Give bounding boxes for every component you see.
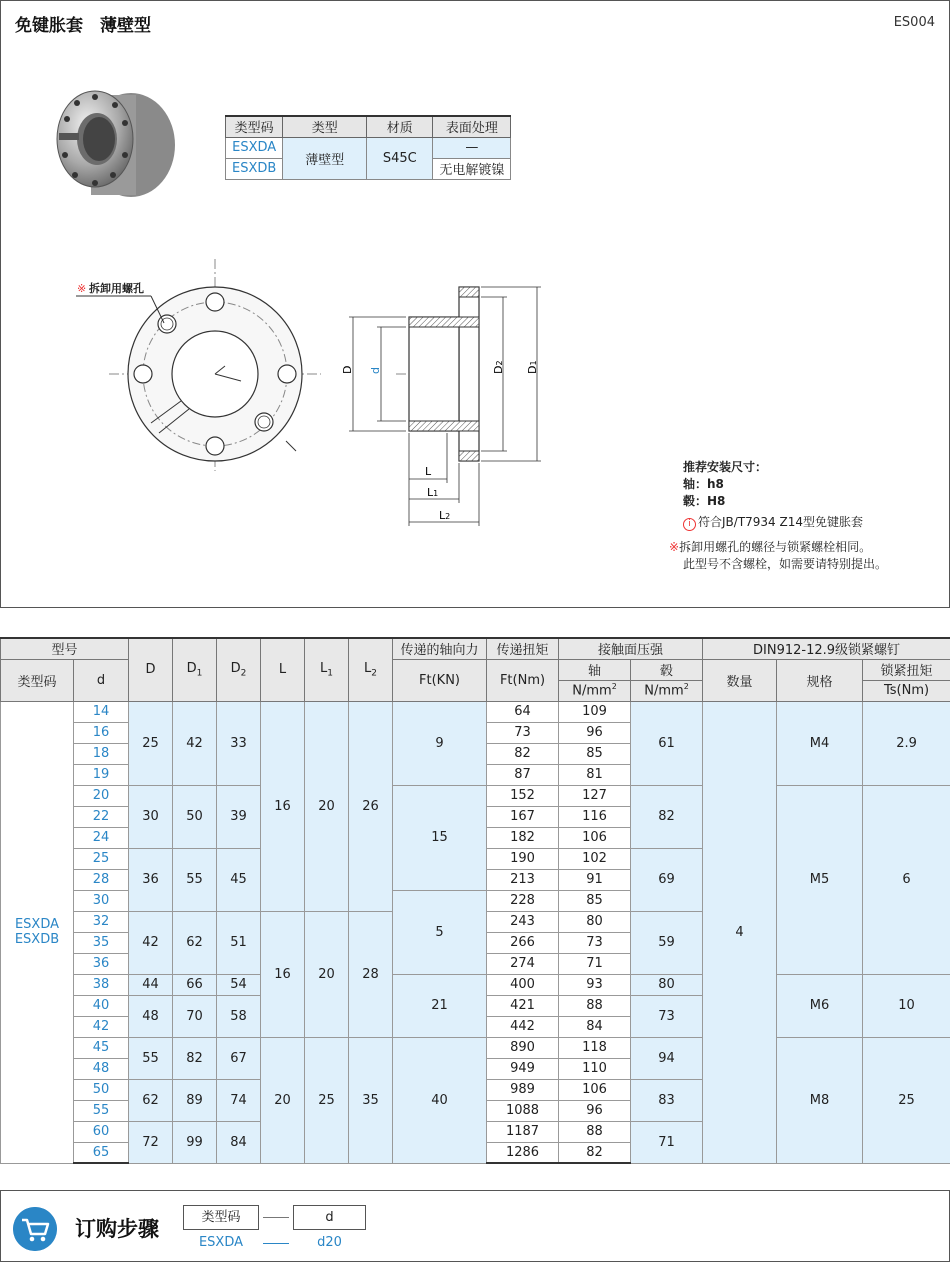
D1-cell: 55 <box>173 848 217 911</box>
d-cell: 18 <box>74 743 129 764</box>
torque-cell: 266 <box>487 932 559 953</box>
header-torque: 传递扭矩 <box>487 638 559 659</box>
torque-cell: 989 <box>487 1079 559 1100</box>
shaft-pressure-cell: 85 <box>559 743 631 764</box>
spec-header: 类型码 <box>226 116 283 137</box>
spec-material: S45C <box>367 137 433 179</box>
shaft-pressure-cell: 102 <box>559 848 631 869</box>
shaft-pressure-cell: 109 <box>559 701 631 722</box>
bolt-torque-cell: 10 <box>863 974 950 1037</box>
header-shaft: 轴 <box>559 659 631 680</box>
spec-header: 材质 <box>367 116 433 137</box>
torque-cell: 274 <box>487 953 559 974</box>
D2-cell: 54 <box>217 974 261 995</box>
torque-cell: 152 <box>487 785 559 806</box>
header-spec: 规格 <box>777 659 863 701</box>
header-model: 型号 <box>1 638 129 659</box>
spec-surface: — <box>433 137 511 158</box>
L1-cell: 20 <box>305 911 349 1037</box>
table-row <box>1 785 950 806</box>
table-row <box>1 1037 950 1058</box>
shaft-pressure-cell: 81 <box>559 764 631 785</box>
D2-cell: 51 <box>217 911 261 974</box>
D2-cell: 67 <box>217 1037 261 1079</box>
L2-cell: 28 <box>349 911 393 1037</box>
D-cell: 36 <box>129 848 173 911</box>
install-shaft: 轴：h8 <box>683 477 724 491</box>
d-cell: 50 <box>74 1079 129 1100</box>
standard-note: i 符合JB/T7934 Z14型免键胀套 <box>683 514 863 531</box>
shaft-pressure-cell: 84 <box>559 1016 631 1037</box>
page-title: 免键胀套 薄壁型 <box>15 16 151 36</box>
shaft-pressure-cell: 88 <box>559 995 631 1016</box>
torque-cell: 1187 <box>487 1121 559 1142</box>
torque-cell: 167 <box>487 806 559 827</box>
mark-symbol: ※ <box>77 282 87 295</box>
torque-cell: 949 <box>487 1058 559 1079</box>
d-cell: 14 <box>74 701 129 722</box>
D-cell: 42 <box>129 911 173 974</box>
d-cell: 19 <box>74 764 129 785</box>
dim-D1: D1 <box>526 360 539 374</box>
shaft-pressure-cell: 118 <box>559 1037 631 1058</box>
D1-cell: 89 <box>173 1079 217 1121</box>
torque-cell: 890 <box>487 1037 559 1058</box>
header-force-unit: Ft(KN) <box>393 659 487 701</box>
shaft-pressure-cell: 96 <box>559 722 631 743</box>
order-example-d: d20 <box>317 1235 342 1250</box>
spec-type: 薄壁型 <box>283 137 367 179</box>
D1-cell: 70 <box>173 995 217 1037</box>
product-photo <box>51 83 179 203</box>
cart-icon <box>13 1207 57 1251</box>
spec-header: 类型 <box>283 116 367 137</box>
header-torque-unit: Ft(Nm) <box>487 659 559 701</box>
torque-cell: 213 <box>487 869 559 890</box>
type-code-a: ESXDA <box>14 917 60 932</box>
L-cell: 20 <box>261 1037 305 1163</box>
spec-surface: 无电解镀镍 <box>433 158 511 179</box>
d-cell: 55 <box>74 1100 129 1121</box>
header-L2: $L_2$ <box>349 638 393 701</box>
bolt-torque-cell: 2.9 <box>863 701 950 785</box>
force-cell: 21 <box>393 974 487 1037</box>
D1-cell: 82 <box>173 1037 217 1079</box>
D1-cell: 99 <box>173 1121 217 1163</box>
d-cell: 60 <box>74 1121 129 1142</box>
D-cell: 62 <box>129 1079 173 1121</box>
D1-cell: 50 <box>173 785 217 848</box>
header-L1: $L_1$ <box>305 638 349 701</box>
d-cell: 30 <box>74 890 129 911</box>
header-pressure: 接触面压强 <box>559 638 703 659</box>
shaft-pressure-cell: 96 <box>559 1100 631 1121</box>
bolt-torque-cell: 6 <box>863 785 950 974</box>
install-notes <box>683 459 767 510</box>
D-cell: 72 <box>129 1121 173 1163</box>
header-d: d <box>74 659 129 701</box>
torque-cell: 228 <box>487 890 559 911</box>
L2-cell: 26 <box>349 701 393 911</box>
dim-D2: D2 <box>492 360 505 374</box>
D2-cell: 58 <box>217 995 261 1037</box>
table-row <box>1 701 950 722</box>
shaft-pressure-cell: 82 <box>559 1142 631 1163</box>
shaft-pressure-cell: 106 <box>559 827 631 848</box>
spec-table <box>225 115 511 180</box>
order-title: 订购步骤 <box>75 1217 159 1241</box>
side-view <box>341 287 541 526</box>
type-code-cell <box>1 701 74 1163</box>
dim-D: D <box>341 365 354 374</box>
force-cell: 15 <box>393 785 487 890</box>
d-cell: 42 <box>74 1016 129 1037</box>
order-box-typecode: 类型码 <box>183 1205 259 1230</box>
force-cell: 40 <box>393 1037 487 1163</box>
header-force: 传递的轴向力 <box>393 638 487 659</box>
header-L: L <box>261 638 305 701</box>
order-steps <box>0 1190 950 1262</box>
d-cell: 45 <box>74 1037 129 1058</box>
hub-pressure-cell: 69 <box>631 848 703 911</box>
hub-pressure-cell: 82 <box>631 785 703 848</box>
shaft-pressure-cell: 73 <box>559 932 631 953</box>
order-dash <box>263 1217 289 1218</box>
D2-cell: 33 <box>217 701 261 785</box>
dim-L1: L1 <box>427 486 439 499</box>
D2-cell: 45 <box>217 848 261 911</box>
shaft-pressure-cell: 110 <box>559 1058 631 1079</box>
bolt-spec-cell: M8 <box>777 1037 863 1163</box>
torque-cell: 82 <box>487 743 559 764</box>
header-unit-hub: $N/mm^2$ <box>631 680 703 701</box>
L-cell: 16 <box>261 911 305 1037</box>
header-tq: 锁紧扭矩 <box>863 659 950 680</box>
torque-cell: 87 <box>487 764 559 785</box>
bolt-spec-cell: M6 <box>777 974 863 1037</box>
dim-L: L <box>425 465 432 478</box>
header-tq-unit: Ts(Nm) <box>863 680 950 701</box>
d-cell: 32 <box>74 911 129 932</box>
qty-cell: 4 <box>703 701 777 1163</box>
header-hub: 毂 <box>631 659 703 680</box>
order-box-d: d <box>293 1205 366 1230</box>
table-row <box>1 974 950 995</box>
bolt-torque-cell: 25 <box>863 1037 950 1163</box>
hub-pressure-cell: 73 <box>631 995 703 1037</box>
torque-cell: 442 <box>487 1016 559 1037</box>
D1-cell: 66 <box>173 974 217 995</box>
d-cell: 16 <box>74 722 129 743</box>
spec-code: ESXDB <box>226 158 283 179</box>
d-cell: 25 <box>74 848 129 869</box>
hub-pressure-cell: 83 <box>631 1079 703 1121</box>
torque-cell: 243 <box>487 911 559 932</box>
torque-cell: 64 <box>487 701 559 722</box>
d-cell: 28 <box>74 869 129 890</box>
shaft-pressure-cell: 106 <box>559 1079 631 1100</box>
torque-cell: 1088 <box>487 1100 559 1121</box>
D-cell: 25 <box>129 701 173 785</box>
bolt-spec-cell: M4 <box>777 701 863 785</box>
product-panel <box>0 0 950 608</box>
d-cell: 38 <box>74 974 129 995</box>
spec-code: ESXDA <box>226 137 283 158</box>
L-cell: 16 <box>261 701 305 911</box>
force-cell: 9 <box>393 701 487 785</box>
torque-cell: 73 <box>487 722 559 743</box>
dim-L2: L2 <box>439 509 451 522</box>
order-example-dash <box>263 1243 289 1244</box>
D-cell: 30 <box>129 785 173 848</box>
D1-cell: 42 <box>173 701 217 785</box>
d-cell: 36 <box>74 953 129 974</box>
torque-cell: 182 <box>487 827 559 848</box>
L2-cell: 35 <box>349 1037 393 1163</box>
L1-cell: 25 <box>305 1037 349 1163</box>
D2-cell: 84 <box>217 1121 261 1163</box>
d-cell: 48 <box>74 1058 129 1079</box>
d-cell: 65 <box>74 1142 129 1163</box>
d-cell: 22 <box>74 806 129 827</box>
d-cell: 20 <box>74 785 129 806</box>
product-code: ES004 <box>893 15 935 30</box>
shaft-pressure-cell: 127 <box>559 785 631 806</box>
header-D1: $D_1$ <box>173 638 217 701</box>
front-view <box>76 259 321 471</box>
order-example-type: ESXDA <box>198 1235 244 1250</box>
shaft-pressure-cell: 85 <box>559 890 631 911</box>
header-qty: 数量 <box>703 659 777 701</box>
d-cell: 24 <box>74 827 129 848</box>
D-cell: 44 <box>129 974 173 995</box>
D2-cell: 39 <box>217 785 261 848</box>
hub-pressure-cell: 80 <box>631 974 703 995</box>
header-D2: $D_2$ <box>217 638 261 701</box>
header-typecode: 类型码 <box>1 659 74 701</box>
torque-cell: 400 <box>487 974 559 995</box>
shaft-pressure-cell: 71 <box>559 953 631 974</box>
hole-label: 拆卸用螺孔 <box>89 282 144 295</box>
shaft-pressure-cell: 116 <box>559 806 631 827</box>
header-unit-shaft: $N/mm^2$ <box>559 680 631 701</box>
info-icon: i <box>683 518 696 531</box>
header-D: D <box>129 638 173 701</box>
d-cell: 40 <box>74 995 129 1016</box>
D2-cell: 74 <box>217 1079 261 1121</box>
install-hub: 毂：H8 <box>683 494 726 508</box>
bolt-note: ※拆卸用螺孔的螺径与锁紧螺栓相同。 此型号不含螺栓，如需要请特别提出。 <box>669 540 888 571</box>
size-table <box>0 637 950 1164</box>
type-code-b: ESXDB <box>14 932 60 947</box>
shaft-pressure-cell: 88 <box>559 1121 631 1142</box>
shaft-pressure-cell: 91 <box>559 869 631 890</box>
hub-pressure-cell: 59 <box>631 911 703 974</box>
D-cell: 48 <box>129 995 173 1037</box>
shaft-pressure-cell: 80 <box>559 911 631 932</box>
torque-cell: 1286 <box>487 1142 559 1163</box>
force-cell: 5 <box>393 890 487 974</box>
torque-cell: 421 <box>487 995 559 1016</box>
hub-pressure-cell: 71 <box>631 1121 703 1163</box>
spec-header: 表面处理 <box>433 116 511 137</box>
d-cell: 35 <box>74 932 129 953</box>
L1-cell: 20 <box>305 701 349 911</box>
header-bolt: DIN912-12.9级锁紧螺钉 <box>703 638 950 659</box>
hub-pressure-cell: 94 <box>631 1037 703 1079</box>
torque-cell: 190 <box>487 848 559 869</box>
dim-d: d <box>369 367 382 374</box>
bolt-spec-cell: M5 <box>777 785 863 974</box>
hub-pressure-cell: 61 <box>631 701 703 785</box>
mark-symbol: ※ <box>669 540 680 554</box>
technical-drawing <box>1 241 601 541</box>
shaft-pressure-cell: 93 <box>559 974 631 995</box>
D-cell: 55 <box>129 1037 173 1079</box>
install-title: 推荐安装尺寸： <box>683 460 768 474</box>
D1-cell: 62 <box>173 911 217 974</box>
